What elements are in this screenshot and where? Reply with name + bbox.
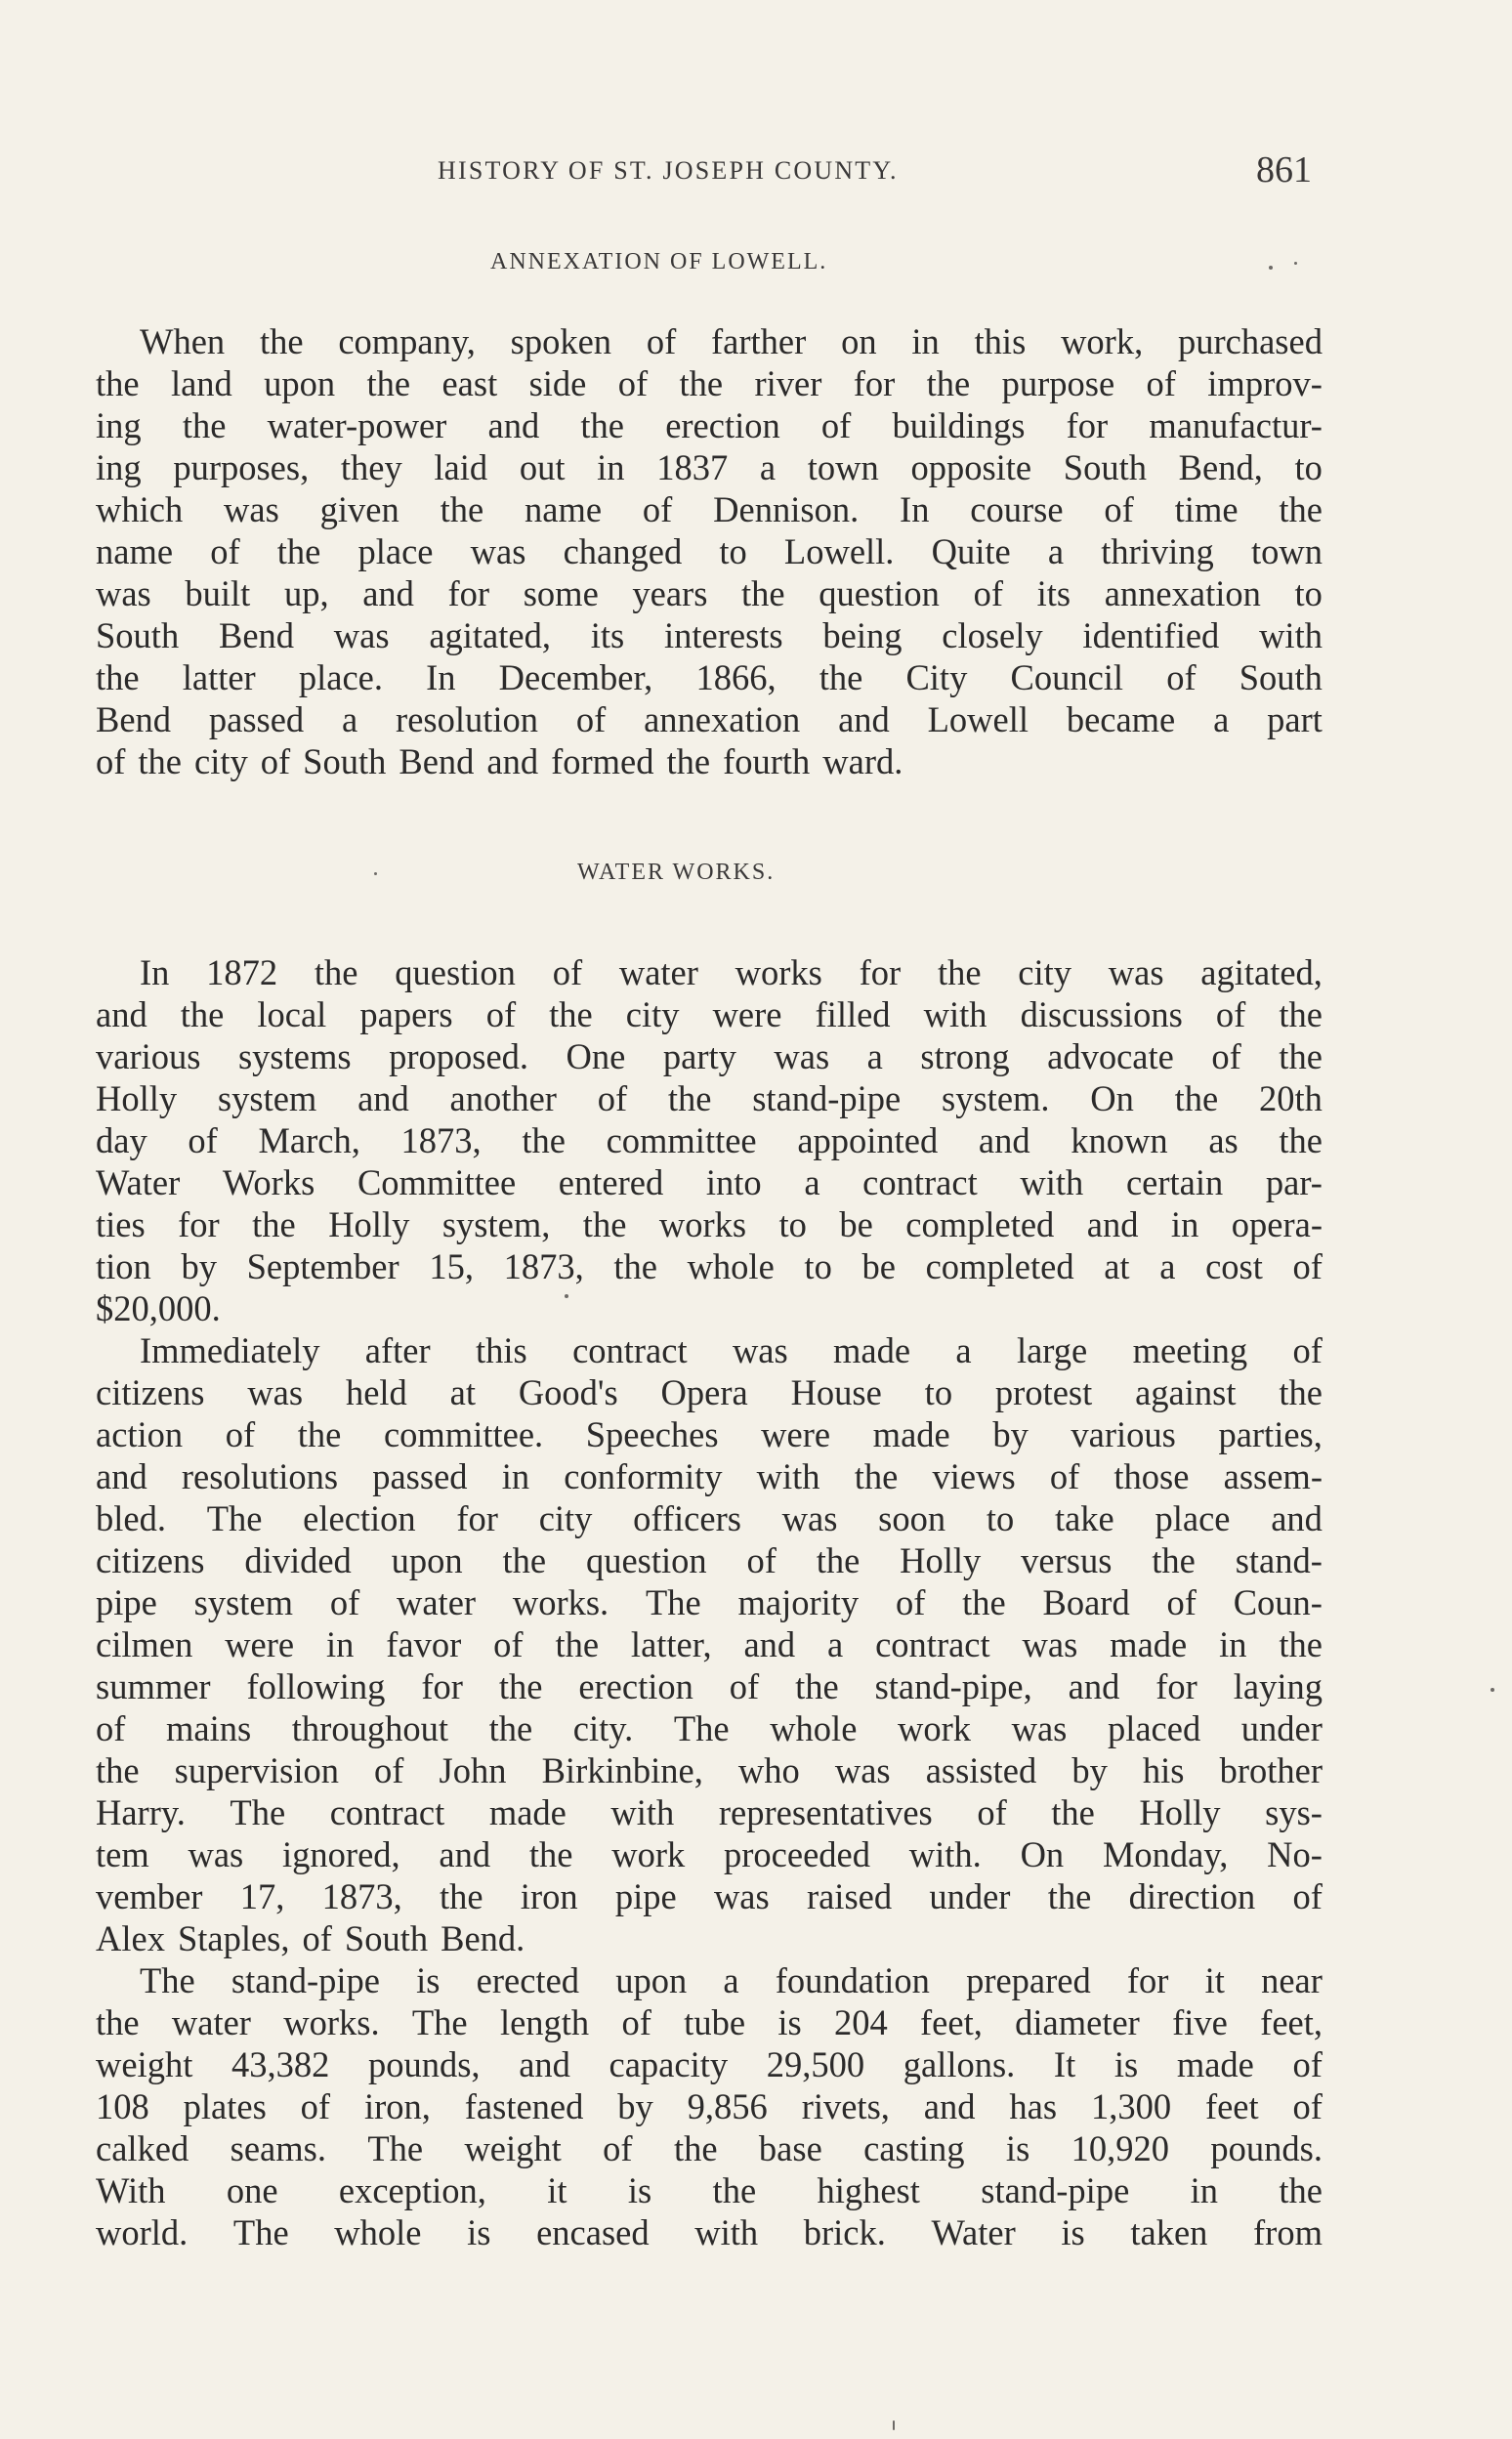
text-line: was built up, and for some years the question of its annexation to bbox=[96, 573, 1323, 613]
text-line: name of the place was changed to Lowell. Quite a thriving town bbox=[96, 531, 1323, 571]
text-line: and resolutions passed in conformity with the views of those assem- bbox=[96, 1456, 1323, 1496]
print-speck bbox=[1269, 266, 1273, 270]
text-line: tion by September 15, 1873, the whole to be completed at a cost of bbox=[96, 1246, 1323, 1286]
text-line: South Bend was agitated, its interests being closely identified with bbox=[96, 615, 1323, 655]
text-line: of the city of South Bend and formed the fourth ward. bbox=[96, 741, 903, 781]
text-line: ties for the Holly system, the works to be completed and in opera- bbox=[96, 1204, 1323, 1244]
text-line: the water works. The length of tube is 204 feet, diameter five feet, bbox=[96, 2002, 1323, 2042]
section-body-water-works bbox=[96, 951, 1323, 2253]
text-line: the latter place. In December, 1866, the City Council of South bbox=[96, 657, 1323, 697]
text-line: day of March, 1873, the committee appointed and known as the bbox=[96, 1120, 1323, 1160]
text-line: the supervision of John Birkinbine, who was assisted by his brother bbox=[96, 1750, 1323, 1790]
paragraph bbox=[96, 951, 1323, 1329]
text-line: various systems proposed. One party was a strong advocate of the bbox=[96, 1036, 1323, 1076]
text-line: pipe system of water works. The majority of the Board of Coun- bbox=[96, 1582, 1323, 1622]
text-line: the land upon the east side of the river for the purpose of improv- bbox=[96, 363, 1323, 403]
section-heading-annexation: ANNEXATION OF LOWELL. bbox=[490, 249, 828, 274]
text-line: tem was ignored, and the work proceeded with. On Monday, No- bbox=[96, 1834, 1323, 1874]
text-line: citizens divided upon the question of the Holly versus the stand- bbox=[96, 1540, 1323, 1580]
text-line: cilmen were in favor of the latter, and a contract was made in the bbox=[96, 1624, 1323, 1664]
paragraph bbox=[96, 1959, 1323, 2253]
text-line: which was given the name of Dennison. In course of time the bbox=[96, 489, 1323, 529]
text-line: Water Works Committee entered into a contract with certain par- bbox=[96, 1162, 1323, 1202]
text-line: action of the committee. Speeches were made by various parties, bbox=[96, 1414, 1323, 1454]
paragraph bbox=[96, 320, 1323, 782]
text-line: Immediately after this contract was made a large meeting of bbox=[140, 1330, 1323, 1370]
text-line: $20,000. bbox=[96, 1288, 221, 1328]
text-line: summer following for the erection of the stand-pipe, and for laying bbox=[96, 1666, 1323, 1706]
text-line: bled. The election for city officers was soon to take place and bbox=[96, 1498, 1323, 1538]
text-line: and the local papers of the city were filled with discussions of the bbox=[96, 994, 1323, 1034]
text-line: world. The whole is encased with brick. Water is taken from bbox=[96, 2212, 1323, 2252]
print-speck bbox=[893, 2420, 895, 2430]
page-number: 861 bbox=[1256, 149, 1312, 190]
text-line: vember 17, 1873, the iron pipe was raised under the direction of bbox=[96, 1876, 1323, 1916]
text-line: In 1872 the question of water works for the city was agitated, bbox=[140, 952, 1323, 992]
print-speck bbox=[565, 1294, 568, 1298]
text-line: When the company, spoken of farther on in this work, purchased bbox=[140, 321, 1323, 361]
running-head: HISTORY OF ST. JOSEPH COUNTY. bbox=[438, 156, 899, 185]
text-line: Alex Staples, of South Bend. bbox=[96, 1918, 525, 1958]
print-speck bbox=[1491, 1688, 1494, 1692]
text-line: Harry. The contract made with representatives of the Holly sys- bbox=[96, 1792, 1323, 1832]
print-speck bbox=[1294, 262, 1297, 265]
paragraph bbox=[96, 1329, 1323, 1959]
text-line: With one exception, it is the highest stand-pipe in the bbox=[96, 2170, 1323, 2210]
text-line: The stand-pipe is erected upon a foundation prepared for it near bbox=[140, 1960, 1323, 2000]
text-line: Bend passed a resolution of annexation and Lowell became a part bbox=[96, 699, 1323, 739]
section-body-annexation bbox=[96, 320, 1323, 782]
text-line: of mains throughout the city. The whole work was placed under bbox=[96, 1708, 1323, 1748]
print-speck bbox=[374, 872, 377, 875]
text-line: calked seams. The weight of the base casting is 10,920 pounds. bbox=[96, 2128, 1323, 2168]
text-line: weight 43,382 pounds, and capacity 29,500 gallons. It is made of bbox=[96, 2044, 1323, 2084]
section-heading-water-works: WATER WORKS. bbox=[577, 860, 776, 885]
text-line: ing the water-power and the erection of buildings for manufactur- bbox=[96, 405, 1323, 445]
text-line: Holly system and another of the stand-pipe system. On the 20th bbox=[96, 1078, 1323, 1118]
text-line: 108 plates of iron, fastened by 9,856 rivets, and has 1,300 feet of bbox=[96, 2086, 1323, 2126]
text-line: citizens was held at Good's Opera House to protest against the bbox=[96, 1372, 1323, 1412]
text-line: ing purposes, they laid out in 1837 a town opposite South Bend, to bbox=[96, 447, 1323, 487]
